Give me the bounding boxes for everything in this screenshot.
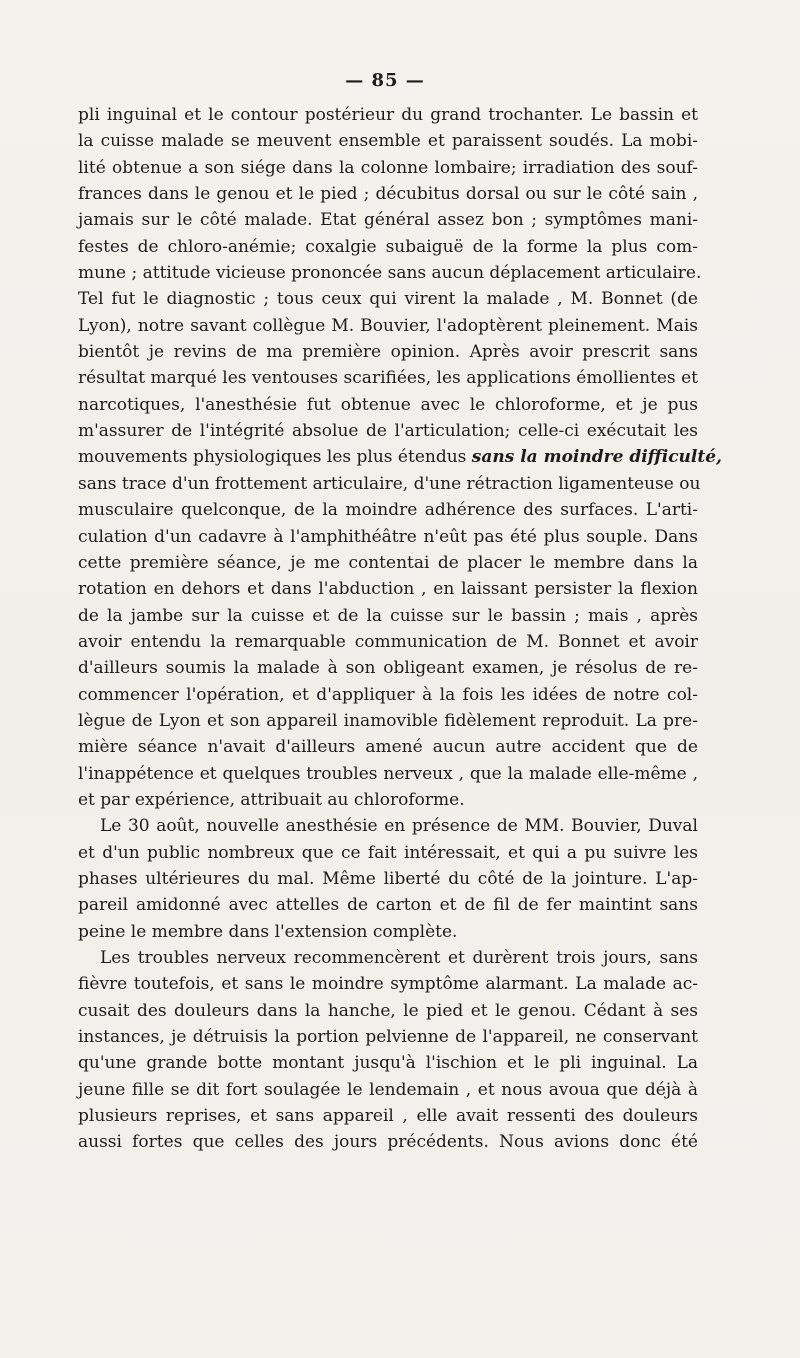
text-line: jeune fille se dit fort soulagée le lendemain , et nous avoua que déjà à <box>78 1079 698 1100</box>
text-line <box>78 444 722 470</box>
text-line: de la jambe sur la cuisse et de la cuisse sur le bassin ; mais , après <box>78 605 698 626</box>
text-line: l'inappétence et quelques troubles nerveux , que la malade elle-même , <box>78 763 698 784</box>
text-line: peine le membre dans l'extension complète. <box>78 921 458 942</box>
text-line: frances dans le genou et le pied ; décubitus dorsal ou sur le côté sain , <box>78 184 698 205</box>
text-line: sans trace d'un frottement articulaire, d'une rétraction ligamenteuse ou <box>78 473 701 494</box>
text-line: pli inguinal et le contour postérieur du grand trochanter. Le bassin et <box>78 105 698 125</box>
text-line: la cuisse malade se meuvent ensemble et paraissent soudés. La mobi- <box>78 131 698 152</box>
text-line: mune ; attitude vicieuse prononcée sans aucun déplacement articulaire. <box>78 263 702 284</box>
text-line: narcotiques, l'anesthésie fut obtenue avec le chloroforme, et je pus <box>78 394 698 415</box>
text-line: d'ailleurs soumis la malade à son obligeant examen, je résolus de re- <box>78 658 698 679</box>
text-line: aussi fortes que celles des jours précédents. Nous avions donc été <box>78 1132 698 1153</box>
text-line: lègue de Lyon et son appareil inamovible fidèlement reproduit. La pre- <box>78 710 698 731</box>
text-line: cette première séance, je me contentai de placer le membre dans la <box>78 552 698 573</box>
text-line: plusieurs reprises, et sans appareil , elle avait ressenti des douleurs <box>78 1106 698 1127</box>
text-line: résultat marqué les ventouses scarifiées, les applications émollientes et <box>78 368 698 389</box>
text-line: bientôt je revins de ma première opinion. Après avoir prescrit sans <box>78 342 698 363</box>
text-line: festes de chloro-anémie; coxalgie subaiguë de la forme la plus com- <box>78 236 698 257</box>
text-line: et d'un public nombreux que ce fait intéressait, et qui a pu suivre les <box>78 842 698 863</box>
text-line: jamais sur le côté malade. Etat général assez bon ; symptômes mani- <box>78 210 698 231</box>
text-line: m'assurer de l'intégrité absolue de l'articulation; celle-ci exécutait les <box>78 421 698 442</box>
text-line: et par expérience, attribuait au chloroforme. <box>78 789 465 810</box>
text-line: fièvre toutefois, et sans le moindre symptôme alarmant. La malade ac- <box>78 974 698 995</box>
text-line-emphasis: sans la moindre difficulté, <box>471 447 722 468</box>
text-line: rotation en dehors et dans l'abduction , en laissant persister la flexion <box>78 579 698 600</box>
text-line: Lyon), notre savant collègue M. Bouvier, l'adoptèrent pleinement. Mais <box>78 315 698 336</box>
text-line: lité obtenue a son siége dans la colonne lombaire; irradiation des souf- <box>78 157 698 178</box>
text-line: qu'une grande botte montant jusqu'à l'ischion et le pli inguinal. La <box>78 1053 698 1074</box>
body-text <box>78 102 722 1156</box>
text-line: pareil amidonné avec attelles de carton et de fil de fer maintint sans <box>78 895 698 916</box>
text-line: instances, je détruisis la portion pelvienne de l'appareil, ne conservant <box>78 1027 698 1048</box>
text-line: commencer l'opération, et d'appliquer à la fois les idées de notre col- <box>78 684 698 705</box>
text-line: avoir entendu la remarquable communication de M. Bonnet et avoir <box>78 631 698 652</box>
text-line: Le 30 août, nouvelle anesthésie en présence de MM. Bouvier, Duval <box>100 816 698 837</box>
text-line: mière séance n'avait d'ailleurs amené aucun autre accident que de <box>78 737 698 758</box>
text-line: phases ultérieures du mal. Même liberté du côté de la jointure. L'ap- <box>78 868 698 889</box>
text-line-plain: mouvements physiologiques les plus étendus <box>78 447 472 468</box>
text-line: culation d'un cadavre à l'amphithéâtre n'eût pas été plus souple. Dans <box>78 526 698 547</box>
page-number: — 85 — <box>345 70 425 91</box>
text-line: cusait des douleurs dans la hanche, le pied et le genou. Cédant à ses <box>78 1000 698 1021</box>
text-line: Tel fut le diagnostic ; tous ceux qui virent la malade , M. Bonnet (de <box>78 289 698 310</box>
text-line: Les troubles nerveux recommencèrent et durèrent trois jours, sans <box>100 948 698 968</box>
text-line: musculaire quelconque, de la moindre adhérence des surfaces. L'arti- <box>78 500 698 521</box>
